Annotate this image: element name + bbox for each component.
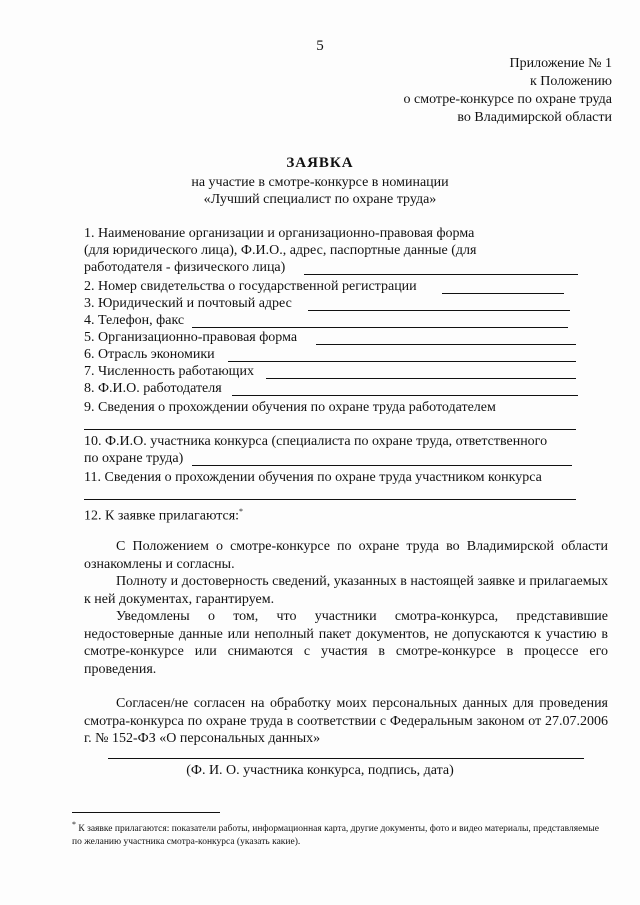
appendix-line: к Положению [529,74,612,89]
field-5-label: 5. Организационно-правовая форма [84,330,298,345]
field-6-input-line[interactable] [228,361,576,362]
paragraph-guarantee [84,573,608,608]
field-11-label: 11. Сведения о прохождении обучения по охране труда участником конкурса [84,470,542,485]
paragraph-text: Полноту и достоверность сведений, указанных в настоящей заявке и прилагаемых к ней документах, гарантируем. [84,574,608,607]
paragraph-text: Уведомлены о том, что участники смотра-конкурса, представившие недостоверные данные или неполный пакет документов, не допускаются к участию в смотре-конкурсе или снимаются с участия в смотре-конкурсе в процессе его проведения. [84,609,608,677]
footnote-divider [72,812,220,813]
field-10-label: по охране труда) [84,451,184,466]
field-1-input-line[interactable] [304,274,578,275]
footnote-mark: * [239,507,244,516]
field-2-input-line[interactable] [442,293,564,294]
appendix-header [404,55,612,127]
field-8-label: 8. Ф.И.О. работодателя [84,381,222,396]
field-4-input-line[interactable] [192,327,568,328]
field-11-input-line[interactable] [84,499,576,500]
field-9-input-line[interactable] [84,429,576,430]
field-2-label: 2. Номер свидетельства о государственной регистрации [84,279,417,294]
field-6-label: 6. Отрасль экономики [84,347,215,362]
subtitle-line: «Лучший специалист по охране труда» [203,192,437,207]
paragraph-text: С Положением о смотре-конкурсе по охране труда во Владимирской области ознакомлены и согласны. [84,539,608,572]
signature-caption: (Ф. И. О. участника конкурса, подпись, дата) [186,763,454,778]
paragraph-acquainted [84,538,608,573]
document-title: ЗАЯВКА [286,155,354,171]
subtitle-line: на участие в смотре-конкурсе в номинации [191,175,449,190]
field-12-label [84,503,243,525]
paragraph-consent [84,695,608,748]
appendix-line: о смотре-конкурсе по охране труда [403,92,612,107]
field-3-label: 3. Юридический и почтовый адрес [84,296,292,311]
field-5-input-line[interactable] [316,344,576,345]
appendix-line: во Владимирской области [457,110,612,125]
field-1-label: (для юридического лица), Ф.И.О., адрес, паспортные данные (для [84,243,477,258]
field-12-text: 12. К заявке прилагаются: [84,508,240,524]
page-number: 5 [316,38,324,54]
footnote-mark: * [72,820,76,829]
appendix-line: Приложение № 1 [509,56,612,71]
paragraph-notified [84,608,608,678]
field-4-label: 4. Телефон, факс [84,313,185,328]
document-subtitle [0,174,640,208]
field-7-input-line[interactable] [266,378,576,379]
field-1-label: 1. Наименование организации и организационно-правовая форма [84,226,475,241]
field-7-label: 7. Численность работающих [84,364,254,379]
field-10-label: 10. Ф.И.О. участника конкурса (специалиста по охране труда, ответственного [84,434,548,449]
field-9-label: 9. Сведения о прохождении обучения по охране труда работодателем [84,400,496,415]
footnote [72,818,602,849]
field-10-input-line[interactable] [192,465,572,466]
paragraph-text: Согласен/не согласен на обработку моих персональных данных для проведения смотра-конкурса по охране труда в соответствии с Федеральным законом от 27.07.2006 г. № 152-ФЗ «О персональных данных» [84,696,608,746]
signature-line[interactable] [108,758,584,759]
field-1-label: работодателя - физического лица) [84,260,286,275]
field-8-input-line[interactable] [232,395,578,396]
field-3-input-line[interactable] [308,310,570,311]
footnote-text: К заявке прилагаются: показатели работы, информационная карта, другие документы, фото и видео материалы, представляемые по желанию участника смотра-конкурса (указать какие). [72,824,599,848]
